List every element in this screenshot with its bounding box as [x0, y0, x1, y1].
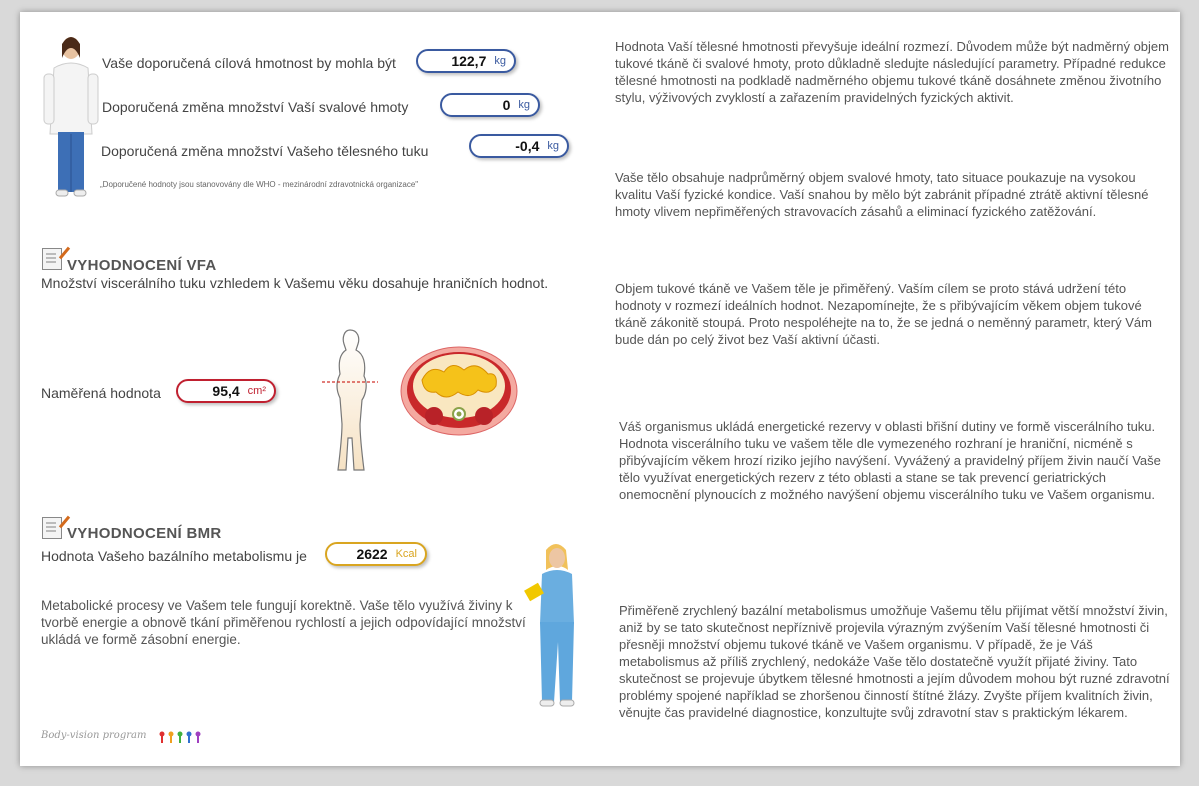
bmr-unit: Kcal: [395, 548, 417, 560]
vfa-field: [176, 379, 276, 403]
bmr-evaluation-text: Přiměřeně zrychlený bazální metabolismus umožňuje Vašemu tělu přijímat větší množství živin, aniž by se tato skutečnost nepříznivě projevila výrazným zvýšením Vaší tělesné hmotnosti či přesněji množství objemu tukové tkáně ve Vašem organismu. V případě, že je Váš metabolismus až příliš zrychlený, nedokáže Vaše tělo dostatečně využít přijaté živiny. Tato skutečnost se projevuje úbytkem tělesné hmotnosti a jejím důvodem mohou být ruzné zdravotní problémy spojené například se zhoršenou činností štítné žlázy. Zvyšte příjem kvalitních živin, věnujte čas pravidelné diagnostice, konzultujte svůj zdravotní stav s praktickým lékarem.: [619, 603, 1170, 720]
brand-label: Body-vision program: [41, 730, 147, 741]
bmr-value: 2622: [356, 546, 388, 562]
muscle-change-field: [440, 93, 540, 117]
who-footnote: „Doporučené hodnoty jsou stanovovány dle WHO - mezinárodní zdravotnická organizace": [100, 180, 419, 189]
fat-change-value: -0,4: [515, 138, 540, 154]
vfa-unit: cm²: [247, 385, 266, 397]
vfa-value: 95,4: [212, 383, 240, 399]
target-weight-unit: kg: [494, 55, 506, 67]
vfa-heading: VYHODNOCENÍ VFA: [67, 257, 217, 274]
fat-change-label: Doporučená změna množství Vašeho tělesného tuku: [101, 143, 429, 159]
weight-evaluation-text: Hodnota Vaší tělesné hmotnosti převyšuje ideální rozmezí. Důvodem může být nadměrný objem tukové tkáně či svalové hmoty, proto důkladně sledujte následující parametry. Případné redukce tělesné hmotnosti na podkladě nadměrného objemu tukové tkáně dosáhnete změnou životního stylu, výživových zvyklostí a zařazením pravidelných fyzických aktivit.: [615, 39, 1169, 105]
bmr-text: Metabolické procesy ve Vašem tele fungují korektně. Vaše tělo využívá živiny k tvorbě energie a obnově tkání přiměřenou rychlostí a jejich odpovídající množství ukládá ve formě zásobní energie.: [41, 598, 526, 647]
muscle-evaluation-text: Vaše tělo obsahuje nadprůměrný objem svalové hmoty, tato situace poukazuje na vysokou kvalitu Vaší fyzické kondice. Vaší snahou by mělo být zabránit případné ztrátě aktivní tělesné hmoty vlivem nepřiměřených stravovacích zásahů a eliminací fyzického zatěžování.: [615, 170, 1149, 219]
note-icon: [42, 517, 62, 539]
bmr-field: [325, 542, 427, 566]
note-icon: [42, 248, 62, 270]
abdomen-cross-section-icon: [400, 346, 518, 436]
vfa-measured-label: Naměřená hodnota: [41, 385, 161, 401]
muscle-change-unit: kg: [518, 99, 530, 111]
target-weight-label: Vaše doporučená cílová hmotnost by mohla být: [102, 55, 396, 71]
target-weight-value: 122,7: [451, 53, 487, 69]
muscle-change-label: Doporučená změna množství Vaší svalové hmoty: [102, 99, 409, 115]
bmr-label: Hodnota Vašeho bazálního metabolismu je: [41, 548, 307, 564]
report-page: [20, 12, 1180, 766]
fat-evaluation-text: Objem tukové tkáně ve Vašem těle je přiměřený. Vaším cílem se proto stává udržení této hodnoty v rozmezí ideálních hodnot. Nezapomínejte, že s přibývajícím věkem objem tukové tkáně zákonitě stoupá. Proto nespoléhejte na to, že se jedná o neměnný parametr, který Vám bude dán po celý život bez Vaší aktivní účasti.: [615, 281, 1152, 347]
fat-change-unit: kg: [547, 140, 559, 152]
vfa-evaluation-text: Váš organismus ukládá energetické rezervy v oblasti břišní dutiny ve formě viscerálního tuku. Hodnota viscerálního tuku ve vašem těle dle vymezeného rozhraní je hraniční, nicméně s přibývajícím věkem hrozí riziko jejího navýšení. Vyvážený a pravidelný příjem živin naučí Vaše tělo využívat energetických rezerv z této oblasti a stane se tak prevencí geriatrických onemocnění plynoucích z možného navýšení objemu viscerálního tuku ve Vašem organismu.: [619, 419, 1161, 502]
bmr-heading: VYHODNOCENÍ BMR: [67, 525, 222, 542]
fat-change-field: [469, 134, 569, 158]
muscle-change-value: 0: [502, 97, 511, 113]
body-silhouette-icon: [320, 328, 380, 474]
nurse-illustration: [524, 542, 584, 712]
vfa-summary: Množství viscerálního tuku vzhledem k Vašemu věku dosahuje hraničních hodnot.: [41, 275, 549, 291]
doctor-illustration: [40, 34, 102, 202]
brand-logo: [158, 730, 204, 744]
target-weight-field: [416, 49, 516, 73]
